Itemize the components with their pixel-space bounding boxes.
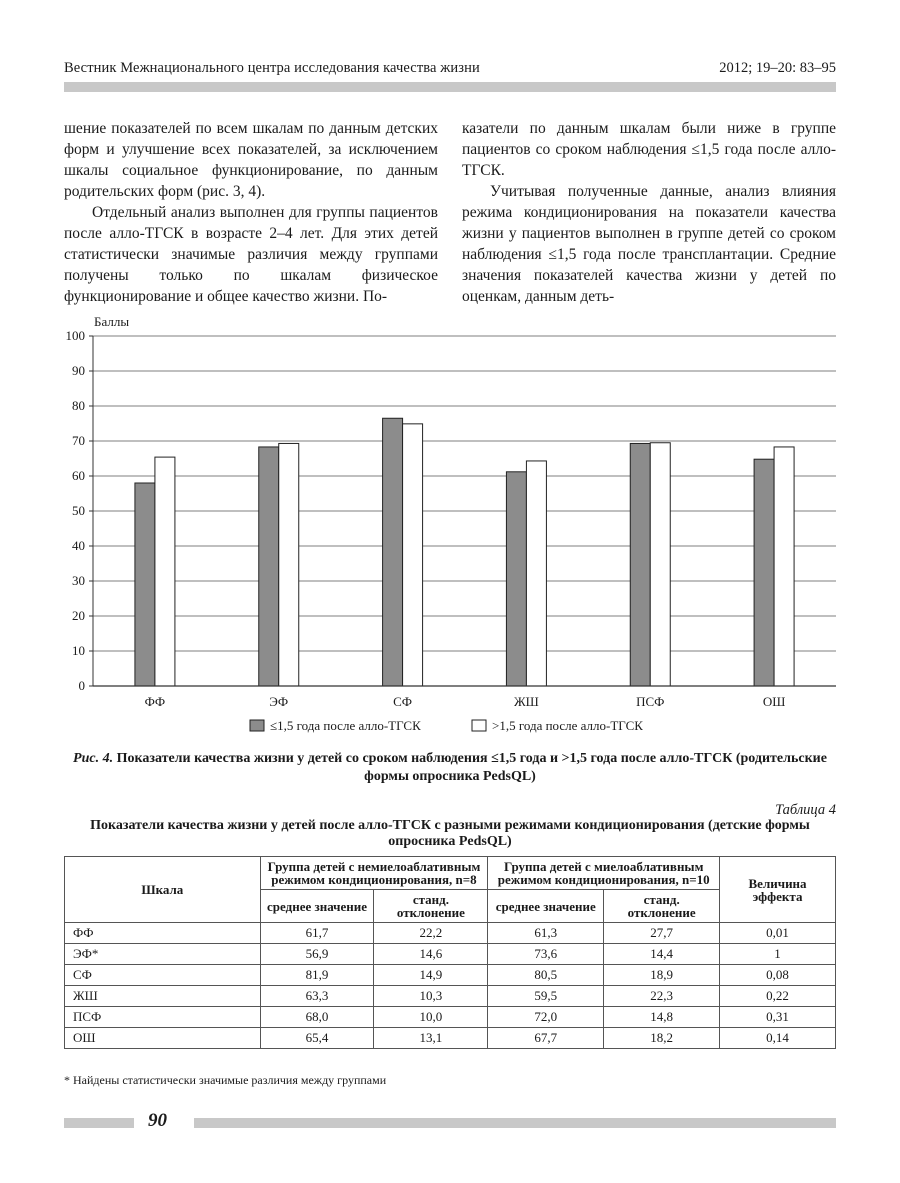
- cell-mean-2: 67,7: [488, 1028, 604, 1049]
- y-tick-label: 20: [72, 608, 85, 623]
- x-tick-label: ФФ: [144, 694, 166, 709]
- table-label: Таблица 4: [775, 802, 836, 818]
- cell-effect: 1: [720, 944, 836, 965]
- results-table: [64, 856, 836, 1049]
- y-tick-label: 60: [72, 468, 85, 483]
- journal-title: Вестник Межнационального центра исследования качества жизни: [64, 60, 480, 76]
- legend-swatch-2: [472, 720, 486, 731]
- cell-sd-2: 27,7: [604, 923, 720, 944]
- y-tick-label: 80: [72, 398, 85, 413]
- x-tick-label: ЖШ: [514, 694, 539, 709]
- legend-label-2: >1,5 года после алло-ТГСК: [492, 718, 643, 733]
- legend-swatch-1: [250, 720, 264, 731]
- bar-chart-svg: [40, 312, 860, 742]
- cell-mean-1: 56,9: [260, 944, 374, 965]
- page-number: 90: [148, 1110, 167, 1131]
- cell-sd-1: 10,0: [374, 1007, 488, 1028]
- cell-mean-1: 61,7: [260, 923, 374, 944]
- cell-scale: ЭФ*: [65, 944, 261, 965]
- y-tick-label: 90: [72, 363, 85, 378]
- header-sd: станд. отклонение: [374, 890, 488, 923]
- cell-sd-1: 22,2: [374, 923, 488, 944]
- header-rule: [64, 82, 836, 92]
- paragraph: шение показателей по всем шкалам по данным детских форм и улучшение всех показателей, за исключением шкалы социальное функционирование, по данным родительских форм (рис. 3, 4).: [64, 120, 438, 200]
- y-tick-label: 40: [72, 538, 85, 553]
- cell-sd-1: 14,6: [374, 944, 488, 965]
- x-tick-label: СФ: [393, 694, 413, 709]
- x-tick-label: ЭФ: [269, 694, 289, 709]
- cell-mean-1: 63,3: [260, 986, 374, 1007]
- x-tick-label: ОШ: [762, 694, 786, 709]
- bar-series-1-2: [383, 418, 403, 686]
- cell-effect: 0,01: [720, 923, 836, 944]
- bar-series-2-1: [279, 443, 299, 686]
- bar-series-1-3: [506, 472, 526, 686]
- header-sd: станд. отклонение: [604, 890, 720, 923]
- issue-reference: 2012; 19–20: 83–95: [719, 60, 836, 76]
- cell-sd-1: 10,3: [374, 986, 488, 1007]
- y-tick-label: 100: [65, 328, 85, 343]
- bar-series-2-0: [155, 457, 175, 686]
- cell-sd-1: 13,1: [374, 1028, 488, 1049]
- header-group-myeloablative: Группа детей с миелоаблативным режимом кондиционирования, n=10: [488, 857, 720, 890]
- table-footnote: * Найдены статистически значимые различия между группами: [64, 1073, 387, 1087]
- header-mean: среднее значение: [260, 890, 374, 923]
- cell-effect: 0,22: [720, 986, 836, 1007]
- cell-mean-2: 73,6: [488, 944, 604, 965]
- cell-mean-1: 65,4: [260, 1028, 374, 1049]
- bar-series-2-3: [526, 461, 546, 686]
- header-group-nonmyeloablative: Группа детей с немиелоаблативным режимом кондиционирования, n=8: [260, 857, 488, 890]
- figure-caption: [64, 750, 836, 786]
- y-tick-label: 30: [72, 573, 85, 588]
- legend-label-1: ≤1,5 года после алло-ТГСК: [270, 718, 421, 733]
- x-tick-label: ПСФ: [636, 694, 665, 709]
- cell-mean-2: 72,0: [488, 1007, 604, 1028]
- bar-chart: [40, 312, 860, 742]
- bar-series-2-4: [650, 443, 670, 686]
- table-title: Показатели качества жизни у детей после алло-ТГСК с разными режимами кондиционирования (детские формы опросника PedsQL): [90, 818, 810, 849]
- header-effect-size: Величина эффекта: [720, 857, 836, 923]
- cell-sd-2: 22,3: [604, 986, 720, 1007]
- bar-series-1-1: [259, 447, 279, 686]
- paragraph: казатели по данным шкалам были ниже в группе пациентов со сроком наблюдения ≤1,5 года после алло-ТГСК.: [462, 120, 836, 179]
- footer-rule-left: [64, 1118, 134, 1128]
- table-row: [65, 944, 836, 965]
- table-row: [65, 1028, 836, 1049]
- cell-effect: 0,14: [720, 1028, 836, 1049]
- header-mean: среднее значение: [488, 890, 604, 923]
- cell-scale: СФ: [65, 965, 261, 986]
- cell-sd-1: 14,9: [374, 965, 488, 986]
- table-row: [65, 923, 836, 944]
- y-tick-label: 70: [72, 433, 85, 448]
- bar-series-2-5: [774, 447, 794, 686]
- paragraph: Отдельный анализ выполнен для группы пациентов после алло-ТГСК в возрасте 2–4 лет. Для этих детей статистически значимые различия между группами получены только по шкалам физическое функционирование и общее качество жизни. По-: [64, 204, 438, 305]
- table-row: [65, 986, 836, 1007]
- cell-mean-2: 80,5: [488, 965, 604, 986]
- bar-series-1-5: [754, 459, 774, 686]
- bar-series-2-2: [403, 424, 423, 686]
- text-column-right: [462, 118, 836, 307]
- figure-caption-text: Показатели качества жизни у детей со сроком наблюдения ≤1,5 года и >1,5 года после алло-ТГСК (родительские формы опросника PedsQL): [116, 751, 827, 784]
- cell-scale: ПСФ: [65, 1007, 261, 1028]
- cell-mean-2: 61,3: [488, 923, 604, 944]
- figure-number: Рис. 4.: [73, 751, 114, 766]
- cell-mean-1: 68,0: [260, 1007, 374, 1028]
- text-column-left: [64, 118, 438, 307]
- cell-effect: 0,08: [720, 965, 836, 986]
- cell-sd-2: 14,4: [604, 944, 720, 965]
- y-tick-label: 0: [78, 678, 85, 693]
- bar-series-1-0: [135, 483, 155, 686]
- paragraph: Учитывая полученные данные, анализ влияния режима кондиционирования на показатели качества жизни у пациентов выполнен в группе детей со сроком наблюдения ≤1,5 года после трансплантации. Средние значения показателей качества жизни у детей по оценкам, данным деть-: [462, 183, 836, 305]
- header-scale: Шкала: [65, 857, 261, 923]
- cell-mean-2: 59,5: [488, 986, 604, 1007]
- y-axis-label: Баллы: [94, 314, 130, 329]
- cell-scale: ФФ: [65, 923, 261, 944]
- table-row: [65, 965, 836, 986]
- cell-mean-1: 81,9: [260, 965, 374, 986]
- cell-effect: 0,31: [720, 1007, 836, 1028]
- table-row: [65, 1007, 836, 1028]
- cell-sd-2: 18,9: [604, 965, 720, 986]
- cell-sd-2: 14,8: [604, 1007, 720, 1028]
- y-tick-label: 50: [72, 503, 85, 518]
- cell-scale: ОШ: [65, 1028, 261, 1049]
- bar-series-1-4: [630, 443, 650, 686]
- y-tick-label: 10: [72, 643, 85, 658]
- cell-scale: ЖШ: [65, 986, 261, 1007]
- footer-rule-right: [194, 1118, 836, 1128]
- cell-sd-2: 18,2: [604, 1028, 720, 1049]
